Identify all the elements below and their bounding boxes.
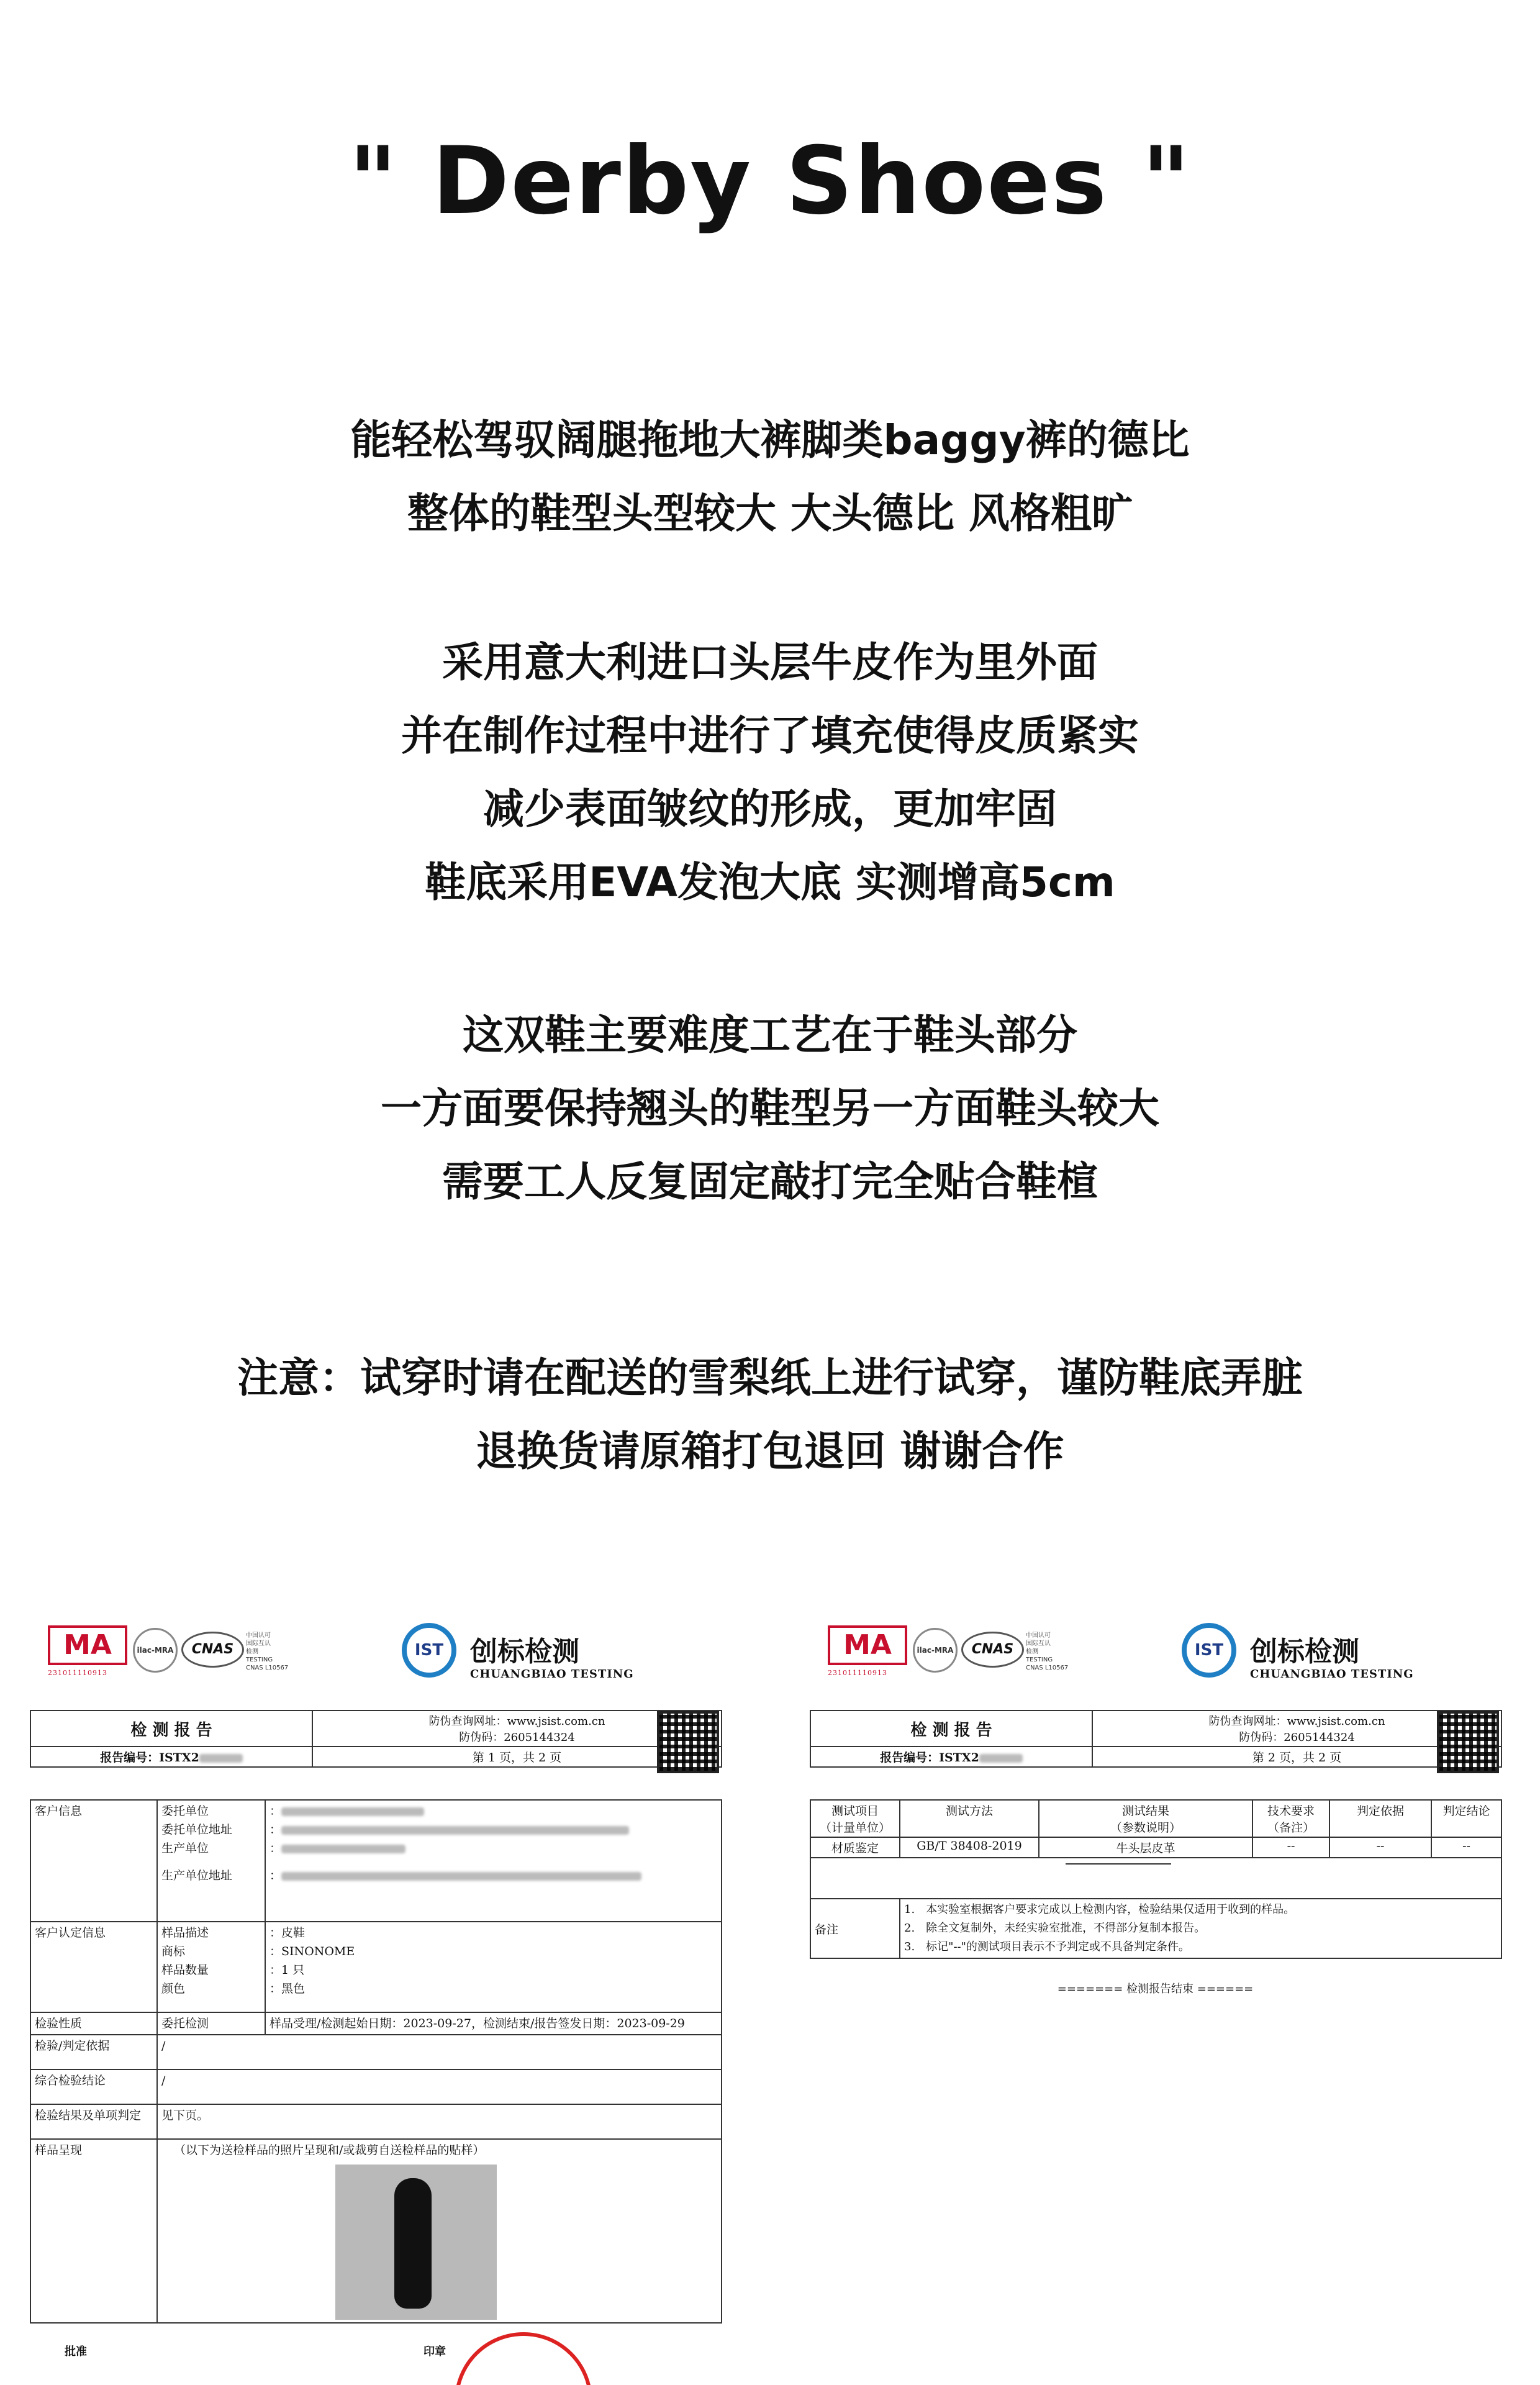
seal-label: 印章 (424, 2345, 446, 2358)
cma-number: 231011110913 (828, 1669, 887, 1677)
sample-values: ：皮鞋 ：SINONOME ：1 只 ：黑色 (265, 1922, 722, 2012)
report-number: 报告编号：ISTX2 (810, 1747, 1092, 1767)
report-title-table (30, 1710, 722, 1768)
anti-fake-info: 防伪查询网址：www.jsist.com.cn 防伪码：2605144324 (312, 1710, 722, 1747)
cnas-logo: CNAS (181, 1632, 244, 1668)
results-label: 检验结果及单项判定 (30, 2104, 157, 2139)
col-basis: 判定依据 (1329, 1800, 1431, 1837)
test-results-table (810, 1799, 1502, 1959)
test-nature-value: 委托检测 (157, 2012, 265, 2035)
col-test-method: 测试方法 (900, 1800, 1039, 1837)
cell: -- (1431, 1837, 1502, 1858)
report-header (26, 1618, 725, 1686)
remarks-list: 1. 本实验室根据客户要求完成以上检测内容，检验结果仅适用于收到的样品。 2. 除全文复制外，未经实验室批准，不得部分复制本报告。 3. 标记"--"的测试项目表示不予判定或不具备判定条件。 (900, 1899, 1502, 1958)
confirm-info-label: 客户认定信息 (30, 1922, 157, 2012)
test-report-page-1 (26, 1618, 725, 2385)
ist-logo: IST (402, 1623, 456, 1678)
cell: 材质鉴定 (810, 1837, 900, 1858)
ist-logo: IST (1182, 1623, 1236, 1678)
sample-photo (335, 2165, 497, 2320)
page-indicator: 第 2 页，共 2 页 (1092, 1747, 1502, 1767)
text-line: 退换货请原箱打包退回 谢谢合作 (476, 1427, 1064, 1475)
report-title: 检 测 报 告 (30, 1710, 312, 1747)
brand-name: 创标检测 (1250, 1636, 1359, 1668)
ilac-mra-logo: ilac-MRA (133, 1628, 178, 1673)
conclusion-label: 综合检验结论 (30, 2069, 157, 2104)
col-test-item: 测试项目 （计量单位） (810, 1800, 900, 1837)
report-end-mark: ======= 检测报告结束 ====== (1057, 1983, 1254, 1996)
notice-paragraph (0, 1342, 1540, 1488)
text-line: 整体的鞋型头型较大 大头德比 风格粗旷 (407, 489, 1133, 537)
conclusion-value: / (157, 2069, 722, 2104)
test-report-page-2 (806, 1618, 1505, 2385)
cnas-logo: CNAS (961, 1632, 1024, 1668)
qr-code (1437, 1711, 1499, 1773)
report-header (806, 1618, 1505, 1686)
col-requirement: 技术要求 （备注） (1252, 1800, 1329, 1837)
text-line: 能轻松驾驭阔腿拖地大裤脚类baggy裤的德比 (350, 416, 1190, 464)
text-line: 并在制作过程中进行了填充使得皮质紧实 (401, 712, 1139, 760)
text-line: 需要工人反复固定敲打完全贴合鞋楦 (442, 1158, 1098, 1206)
sample-keys: 样品描述 商标 样品数量 颜色 (157, 1922, 265, 2012)
anti-fake-info: 防伪查询网址：www.jsist.com.cn 防伪码：2605144324 (1092, 1710, 1502, 1747)
text-line: 一方面要保持翘头的鞋型另一方面鞋头较大 (381, 1084, 1159, 1132)
ilac-mra-logo: ilac-MRA (913, 1628, 958, 1673)
cell: -- (1252, 1837, 1329, 1858)
report-number: 报告编号：ISTX2 (30, 1747, 312, 1767)
report-title-table (810, 1710, 1502, 1768)
remarks-label: 备注 (810, 1899, 900, 1958)
report-title: 检 测 报 告 (810, 1710, 1092, 1747)
cma-logo: MA (828, 1625, 907, 1665)
col-test-result: 测试结果 （参数说明） (1039, 1800, 1252, 1837)
text-line: 注意：试穿时请在配送的雪梨纸上进行试穿，谨防鞋底弄脏 (237, 1354, 1303, 1402)
client-info-keys: 委托单位 委托单位地址 生产单位 生产单位地址 (157, 1800, 265, 1922)
cell: -- (1329, 1837, 1431, 1858)
client-info-label: 客户信息 (30, 1800, 157, 1922)
test-nature-label: 检验性质 (30, 2012, 157, 2035)
craft-paragraph (0, 999, 1540, 1219)
brand-name-en: CHUANGBIAO TESTING (470, 1668, 634, 1681)
cma-logo: MA (48, 1625, 127, 1665)
report-info-table (30, 1799, 722, 2324)
cnas-text: 中国认可 国际互认 检测 TESTING CNAS L10567 (246, 1632, 289, 1671)
cell: GB/T 38408-2019 (900, 1837, 1039, 1858)
text-line: 采用意大利进口头层牛皮作为里外面 (442, 638, 1098, 686)
client-info-values: ： ： ： ： (265, 1800, 722, 1922)
page-title: " Derby Shoes " (348, 127, 1192, 235)
seal-stamp (455, 2332, 592, 2385)
basis-value: / (157, 2035, 722, 2069)
text-line: 减少表面皱纹的形成，更加牢固 (483, 785, 1057, 833)
results-value: 见下页。 (157, 2104, 722, 2139)
col-conclusion: 判定结论 (1431, 1800, 1502, 1837)
sample-present-cell (157, 2139, 722, 2323)
test-dates: 样品受理/检测起始日期：2023-09-27，检测结束/报告签发日期：2023-09-29 (265, 2012, 722, 2035)
intro-paragraph (0, 404, 1540, 550)
cnas-text: 中国认可 国际互认 检测 TESTING CNAS L10567 (1026, 1632, 1069, 1671)
material-paragraph (0, 626, 1540, 919)
brand-name-en: CHUANGBIAO TESTING (1250, 1668, 1414, 1681)
sample-note: （以下为送检样品的照片呈现和/或裁剪自送检样品的贴样） (174, 2143, 485, 2157)
cma-number: 231011110913 (48, 1669, 107, 1677)
basis-label: 检验/判定依据 (30, 2035, 157, 2069)
brand-name: 创标检测 (470, 1636, 579, 1668)
cell: 牛头层皮革 (1039, 1837, 1252, 1858)
text-line: 这双鞋主要难度工艺在于鞋头部分 (463, 1011, 1077, 1059)
approve-label: 批准 (65, 2345, 87, 2358)
text-line: 鞋底采用EVA发泡大底 实测增高5cm (425, 858, 1115, 906)
qr-code (657, 1711, 719, 1773)
page-indicator: 第 1 页，共 2 页 (312, 1747, 722, 1767)
shoe-image (394, 2178, 432, 2309)
blank-row (810, 1858, 1502, 1899)
sample-present-label: 样品呈现 (30, 2139, 157, 2323)
